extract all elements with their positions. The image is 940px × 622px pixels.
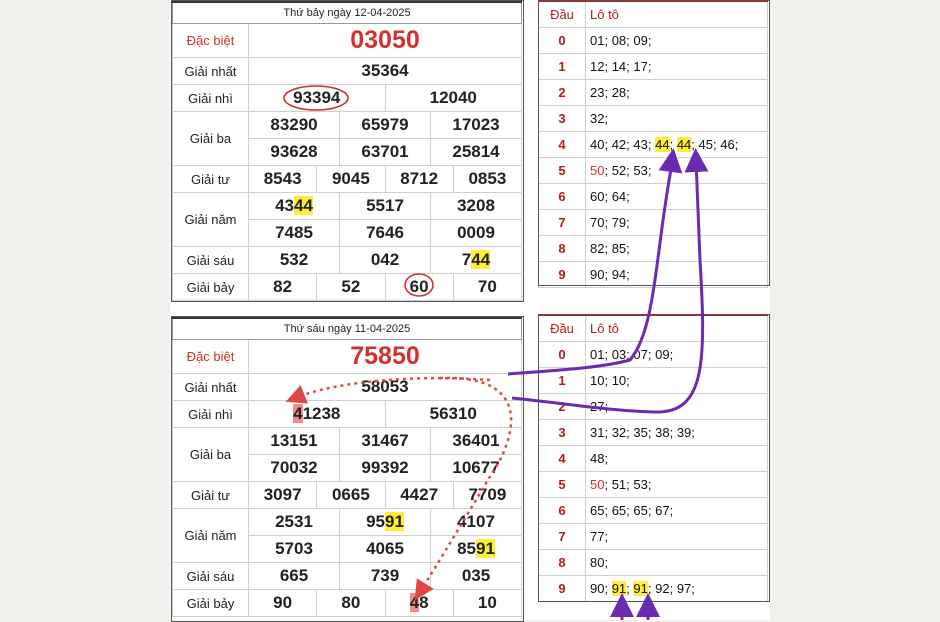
loto-values: 31; 32; 35; 38; 39; [586,419,768,445]
purple-arrow [508,160,672,374]
loto-head-digit: 2 [539,393,586,419]
loto-head-digit: 5 [539,157,586,183]
loto-values: 77; [586,523,768,549]
fifth-prize: 5703 [249,536,340,563]
table-header: Thứ bảy ngày 12-04-2025 [173,2,522,24]
label-third: Giải ba [173,112,249,166]
label-fourth: Giải tư [173,482,249,509]
fourth-prize: 7709 [453,482,521,509]
loto-values: 50; 51; 53; [586,471,768,497]
label-special: Đặc biệt [173,24,249,58]
first-prize: 58053 [249,374,522,401]
second-prize: 56310 [385,401,522,428]
loto-head-digit: 0 [539,27,586,53]
loto-head-digit: 3 [539,419,586,445]
loto-values: 70; 79; [586,209,768,235]
circle-mark [405,274,433,296]
loto-values: 48; [586,445,768,471]
fifth-prize: 2531 [249,509,340,536]
first-prize: 35364 [249,58,522,85]
label-seventh: Giải bảy [173,274,249,301]
label-seventh: Giải bảy [173,590,249,617]
second-prize: 12040 [385,85,522,112]
seventh-prize: 70 [453,274,521,301]
loto-values: 90; 91; 91; 92; 97; [586,575,768,601]
loto-values: 50; 52; 53; [586,157,768,183]
label-sixth: Giải sáu [173,563,249,590]
third-prize: 25814 [431,139,522,166]
fifth-prize: 7646 [340,220,431,247]
label-fifth: Giải năm [173,193,249,247]
seventh-prize: 80 [317,590,385,617]
label-third: Giải ba [173,428,249,482]
loto-head-digit: 6 [539,183,586,209]
third-prize: 99392 [340,455,431,482]
fifth-prize: 0009 [431,220,522,247]
label-fifth: Giải năm [173,509,249,563]
loto-head-digit: 9 [539,575,586,601]
loto-head-digit: 9 [539,261,586,287]
loto-head-digit: 3 [539,105,586,131]
head-column-label: Đầu [539,1,586,27]
loto-head-digit: 0 [539,341,586,367]
loto-values: 60; 64; [586,183,768,209]
loto-head-digit: 1 [539,53,586,79]
seventh-prize: 90 [249,590,317,617]
third-prize: 13151 [249,428,340,455]
fifth-prize: 8591 [431,536,522,563]
label-special: Đặc biệt [173,340,249,374]
loto-values: 01; 08; 09; [586,27,768,53]
label-second: Giải nhì [173,401,249,428]
third-prize: 93628 [249,139,340,166]
circle-mark [284,86,348,110]
fourth-prize: 8543 [249,166,317,193]
loto-head-digit: 1 [539,367,586,393]
table-header: Thứ sáu ngày 11-04-2025 [173,318,522,340]
special-prize: 75850 [249,340,522,374]
loto-values: 01; 03; 07; 09; [586,341,768,367]
loto-head-digit: 4 [539,131,586,157]
seventh-prize: 60 [385,274,453,301]
sixth-prize: 035 [431,563,522,590]
loto-head-digit: 4 [539,445,586,471]
seventh-prize: 48 [385,590,453,617]
second-prize: 93394 [249,85,386,112]
loto-head-digit: 7 [539,523,586,549]
fifth-prize: 3208 [431,193,522,220]
third-prize: 65979 [340,112,431,139]
fourth-prize: 0853 [453,166,521,193]
loto-values: 90; 94; [586,261,768,287]
loto-column-label: Lô tô [586,1,768,27]
sixth-prize: 532 [249,247,340,274]
fourth-prize: 0665 [317,482,385,509]
loto-values: 32; [586,105,768,131]
fifth-prize: 7485 [249,220,340,247]
seventh-prize: 10 [453,590,521,617]
loto-head-digit: 2 [539,79,586,105]
fifth-prize: 5517 [340,193,431,220]
sixth-prize: 739 [340,563,431,590]
third-prize: 83290 [249,112,340,139]
fourth-prize: 3097 [249,482,317,509]
loto-values: 80; [586,549,768,575]
loto-head-digit: 7 [539,209,586,235]
loto-values: 12; 14; 17; [586,53,768,79]
label-second: Giải nhì [173,85,249,112]
label-first: Giải nhất [173,58,249,85]
third-prize: 63701 [340,139,431,166]
third-prize: 36401 [431,428,522,455]
red-dotted-arrow [420,378,511,592]
fourth-prize: 8712 [385,166,453,193]
third-prize: 31467 [340,428,431,455]
label-first: Giải nhất [173,374,249,401]
fifth-prize: 4344 [249,193,340,220]
sixth-prize: 042 [340,247,431,274]
loto-values: 82; 85; [586,235,768,261]
loto-head-digit: 8 [539,235,586,261]
sixth-prize: 665 [249,563,340,590]
red-dotted-arrow [295,378,490,398]
loto-head-digit: 8 [539,549,586,575]
third-prize: 10677 [431,455,522,482]
third-prize: 70032 [249,455,340,482]
loto-values: 23; 28; [586,79,768,105]
label-fourth: Giải tư [173,166,249,193]
fifth-prize: 9591 [340,509,431,536]
head-column-label: Đầu [539,315,586,341]
sixth-prize: 744 [431,247,522,274]
third-prize: 17023 [431,112,522,139]
fifth-prize: 4107 [431,509,522,536]
loto-values: 65; 65; 65; 67; [586,497,768,523]
fifth-prize: 4065 [340,536,431,563]
loto-values: 27; [586,393,768,419]
fourth-prize: 9045 [317,166,385,193]
loto-head-digit: 6 [539,497,586,523]
loto-values: 10; 10; [586,367,768,393]
fourth-prize: 4427 [385,482,453,509]
label-sixth: Giải sáu [173,247,249,274]
loto-head-digit: 5 [539,471,586,497]
second-prize: 41238 [249,401,386,428]
special-prize: 03050 [249,24,522,58]
seventh-prize: 82 [249,274,317,301]
loto-values: 40; 42; 43; 44; 44; 45; 46; [586,131,768,157]
purple-arrow [512,160,703,412]
seventh-prize: 52 [317,274,385,301]
loto-column-label: Lô tô [586,315,768,341]
